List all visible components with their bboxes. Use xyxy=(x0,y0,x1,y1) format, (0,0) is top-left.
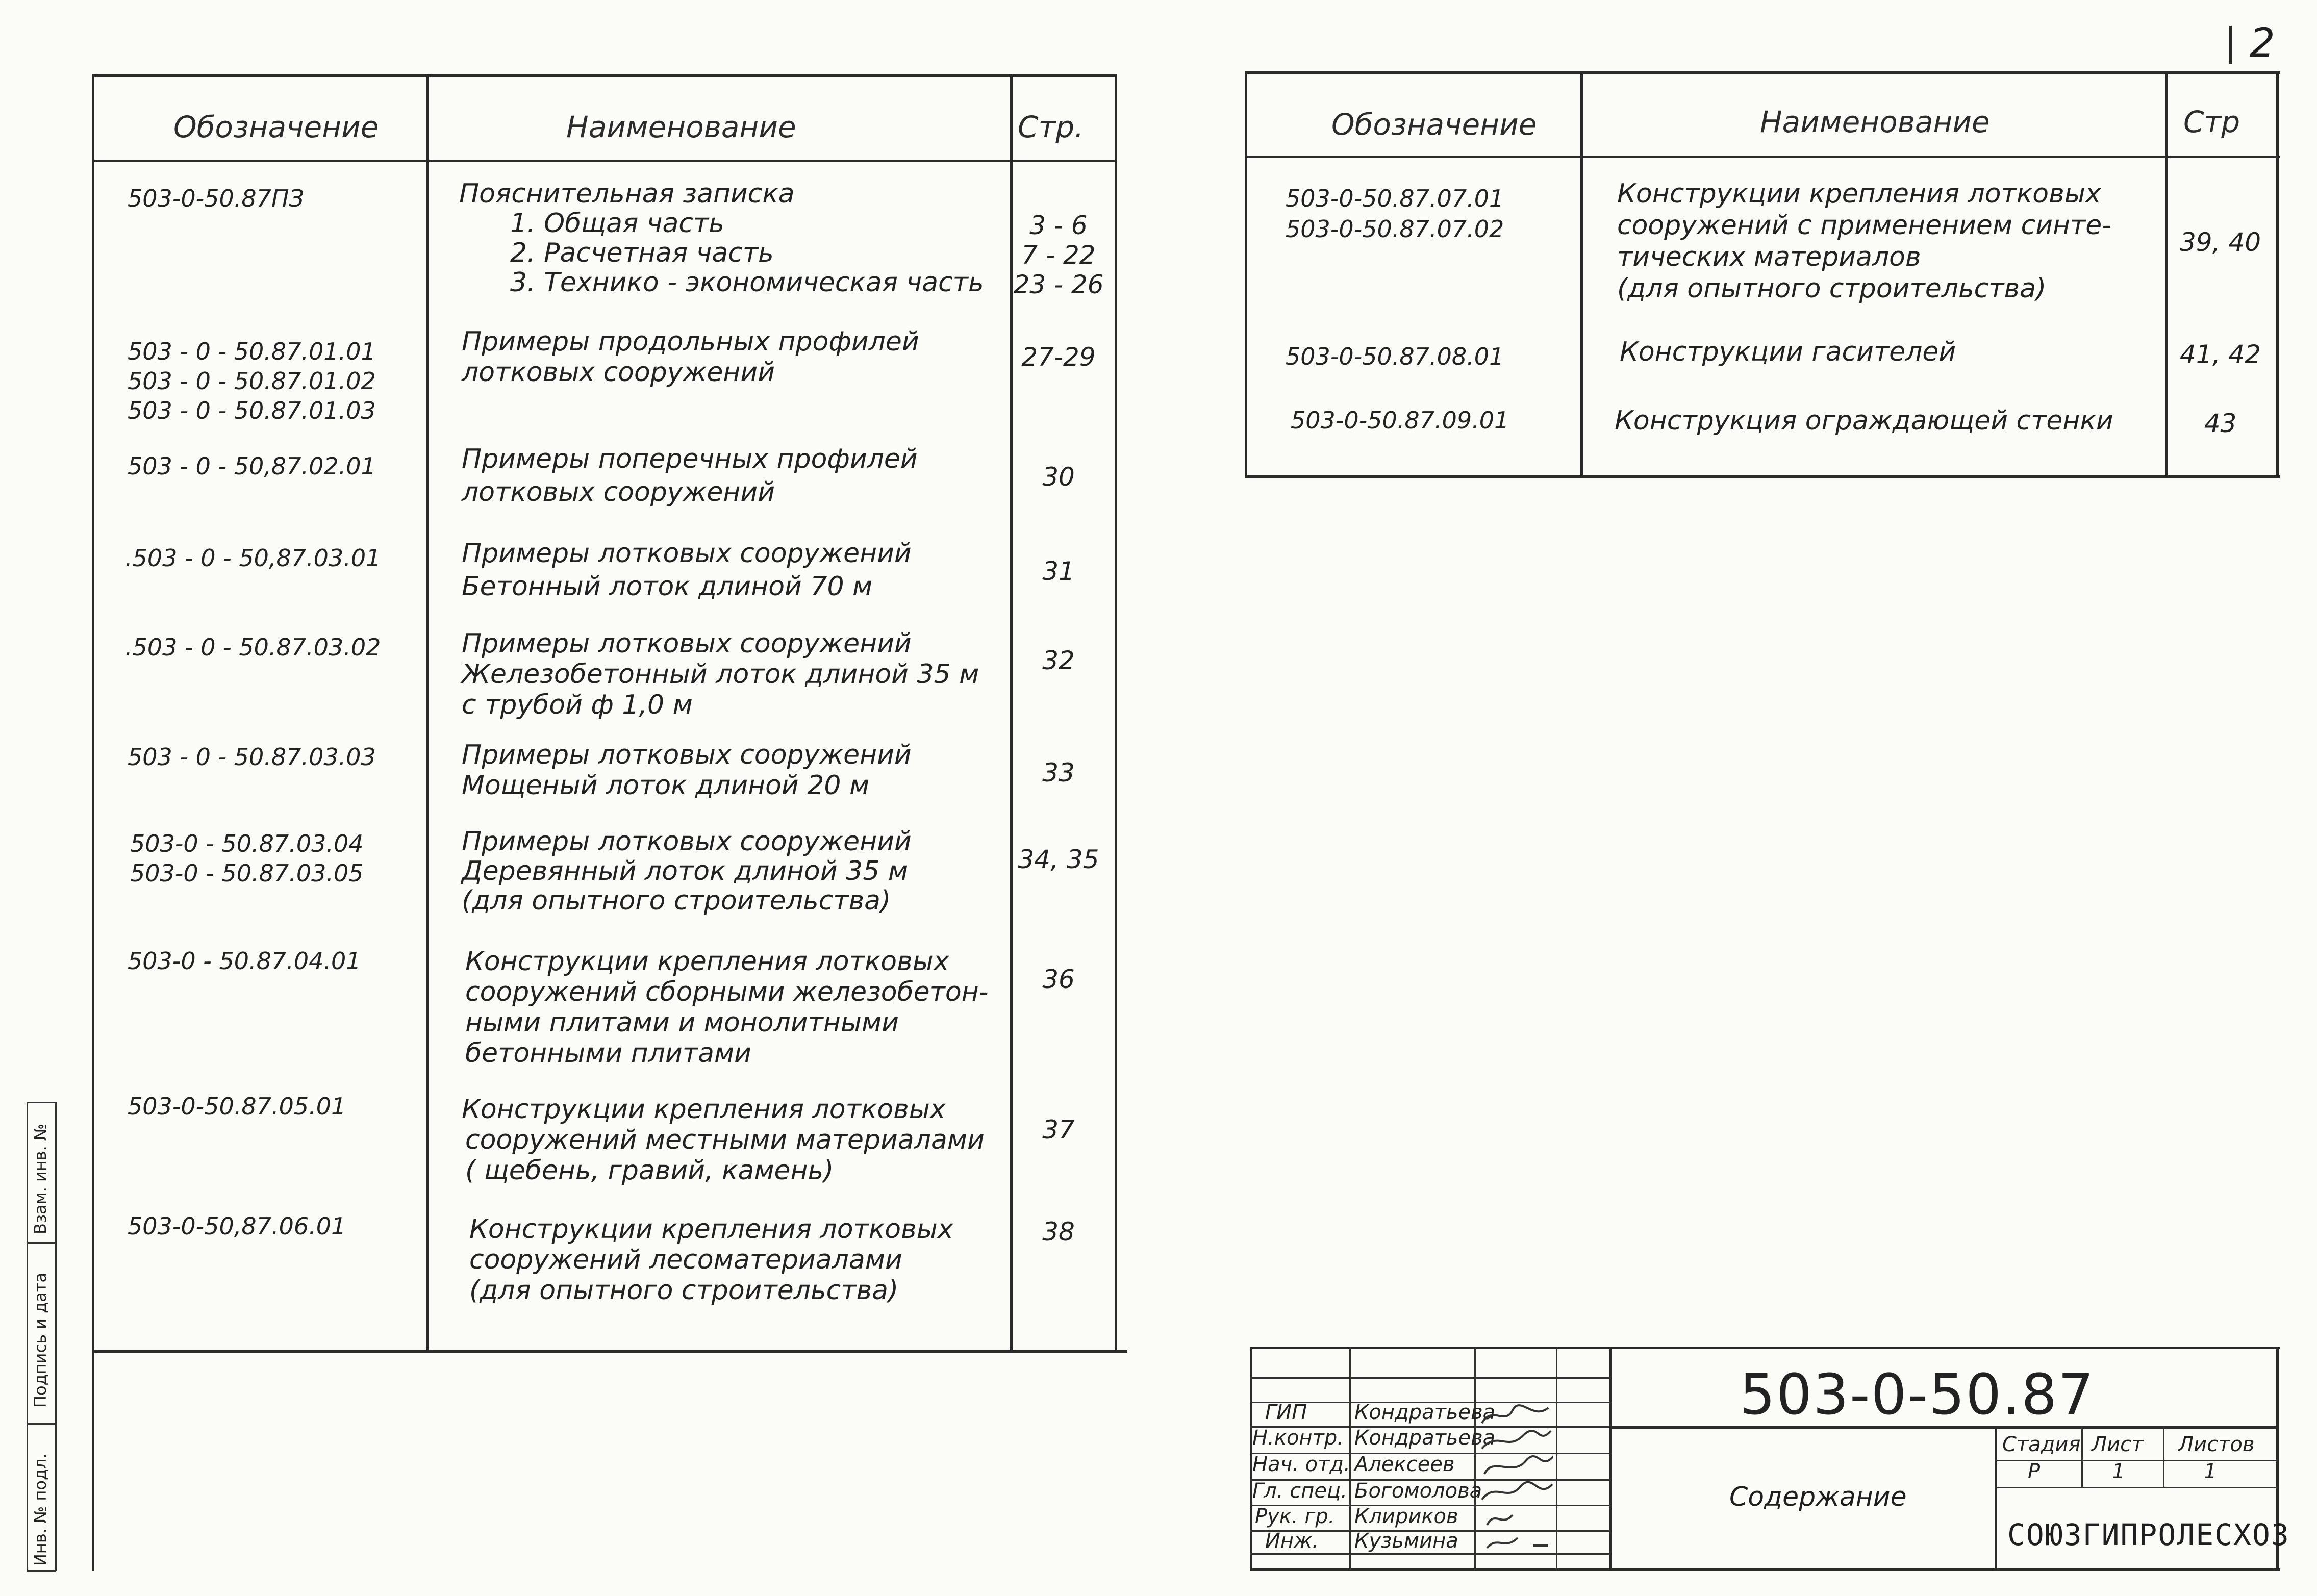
table-row-name: Примеры лотковых сооружений xyxy=(462,538,912,569)
table-row-code: 503 - 0 - 50.87.01.02 xyxy=(128,367,376,395)
table-row-page: 31 xyxy=(1042,556,1075,586)
table-row-code: 503-0-50.87.07.02 xyxy=(1286,215,1504,243)
table-row-name: Конструкции гасителей xyxy=(1620,337,1956,367)
right-header-designation: Обозначение xyxy=(1331,107,1537,142)
table-row-code: 503-0 - 50.87.03.05 xyxy=(130,859,364,887)
table-row-code: 503-0-50.87.05.01 xyxy=(128,1093,346,1120)
table-row-code: 503-0-50,87.06.01 xyxy=(128,1212,346,1240)
table-row-code: 503-0-50.87ПЗ xyxy=(128,185,305,212)
table-row-name: (для опытного строительства) xyxy=(469,1275,899,1306)
organization-name: СОЮЗГИПРОЛЕСХОЗ xyxy=(2007,1517,2290,1552)
table-row-name: Конструкция ограждающей стенки xyxy=(1615,406,2113,436)
person-name: Кондратьева xyxy=(1354,1426,1496,1450)
side-stamp-sign-date: Подпись и дата xyxy=(31,1272,50,1408)
role-label: Рук. гр. xyxy=(1255,1505,1335,1528)
table-row-name: Конструкции крепления лотковых xyxy=(465,946,949,977)
table-row-name: Примеры лотковых сооружений xyxy=(462,826,912,857)
table-row-page: 39, 40 xyxy=(2179,227,2261,257)
person-name: Кузьмина xyxy=(1354,1529,1458,1553)
role-label: Н.контр. xyxy=(1252,1426,1344,1450)
table-row-page: 33 xyxy=(1042,758,1075,788)
table-row-page: 7 - 22 xyxy=(1021,240,1096,270)
table-row-name: Примеры лотковых сооружений xyxy=(462,740,912,770)
table-row-name: 3. Технико - экономическая часть xyxy=(510,267,984,298)
table-row-page: 41, 42 xyxy=(2179,340,2261,369)
table-row-name: (для опытного строительства) xyxy=(462,885,891,916)
left-header-designation: Обозначение xyxy=(173,110,379,144)
table-row-name: Пояснительная записка xyxy=(459,179,795,209)
stage-value: Р xyxy=(2028,1460,2041,1483)
table-row-code: 503 - 0 - 50.87.01.01 xyxy=(128,338,376,365)
table-row-code: 503-0 - 50.87.03.04 xyxy=(130,830,364,857)
table-row-page: 27-29 xyxy=(1021,342,1096,372)
sheet-number: 2 xyxy=(2250,20,2275,66)
right-header-page: Стр xyxy=(2183,105,2240,139)
table-row-name: с трубой ф 1,0 м xyxy=(462,690,693,720)
table-row-name: бетонными плитами xyxy=(465,1038,751,1069)
table-row-name: 2. Расчетная часть xyxy=(510,238,774,268)
stage-header: Стадия xyxy=(2002,1433,2081,1456)
table-row-name: сооружений лесоматериалами xyxy=(469,1245,902,1275)
table-row-page: 32 xyxy=(1042,646,1075,675)
role-label: Гл. спец. xyxy=(1252,1479,1347,1503)
left-header-page: Стр. xyxy=(1018,110,1084,144)
table-row-code: 503-0-50.87.09.01 xyxy=(1291,407,1509,434)
person-name: Кондратьева xyxy=(1354,1401,1496,1424)
table-row-page: 3 - 6 xyxy=(1029,211,1088,240)
role-label: Инж. xyxy=(1265,1529,1319,1553)
table-row-code: 503 - 0 - 50.87.03.03 xyxy=(128,743,376,771)
role-label: Нач. отд. xyxy=(1252,1453,1350,1476)
table-row-name: Конструкции крепления лотковых xyxy=(469,1214,953,1245)
table-row-name: Конструкции крепления лотковых xyxy=(462,1094,946,1125)
project-code: 503-0-50.87 xyxy=(1740,1362,2095,1427)
table-row-name: Мощеный лоток длиной 20 м xyxy=(462,770,870,801)
table-row-page: 23 - 26 xyxy=(1013,270,1104,299)
right-header-name: Наименование xyxy=(1760,105,1990,139)
signatures-graphic xyxy=(1477,1400,1553,1553)
table-row-name: Конструкции крепления лотковых xyxy=(1617,179,2101,209)
sheets-value: 1 xyxy=(2204,1460,2217,1483)
sheets-header: Листов xyxy=(2178,1433,2255,1456)
table-row-code: 503 - 0 - 50,87.02.01 xyxy=(128,452,376,480)
table-row-name: тических материалов xyxy=(1617,242,1921,272)
person-name: Алексеев xyxy=(1354,1453,1455,1476)
table-row-name: 1. Общая часть xyxy=(510,208,724,239)
table-row-name: Железобетонный лоток длиной 35 м xyxy=(462,659,979,690)
table-row-code: .503 - 0 - 50,87.03.01 xyxy=(125,544,381,572)
side-stamp-inv-orig: Инв. № подл. xyxy=(31,1453,50,1566)
table-row-code: 503 - 0 - 50.87.01.03 xyxy=(128,397,376,424)
table-row-name: лотковых сооружений xyxy=(462,477,775,508)
table-row-name: (для опытного строительства) xyxy=(1617,273,2047,304)
table-row-page: 36 xyxy=(1042,965,1075,994)
table-row-name: Примеры лотковых сооружений xyxy=(462,628,912,659)
person-name: Клириков xyxy=(1354,1505,1458,1528)
side-stamp-inv-no: Взам. инв. № xyxy=(31,1123,50,1234)
left-header-name: Наименование xyxy=(566,110,796,144)
table-row-code: 503-0 - 50.87.04.01 xyxy=(128,947,361,975)
table-row-page: 43 xyxy=(2204,409,2237,438)
table-row-name: ными плитами и монолитными xyxy=(465,1007,899,1038)
table-row-page: 30 xyxy=(1042,462,1075,492)
table-row-name: Примеры продольных профилей xyxy=(462,326,919,357)
table-row-name: Деревянный лоток длиной 35 м xyxy=(462,856,909,886)
table-row-name: Примеры поперечных профилей xyxy=(462,444,918,474)
table-row-code: 503-0-50.87.08.01 xyxy=(1286,343,1504,370)
sheet-value: 1 xyxy=(2112,1460,2125,1483)
table-row-name: Бетонный лоток длиной 70 м xyxy=(462,571,873,602)
person-name: Богомолова xyxy=(1354,1479,1482,1503)
table-row-name: лотковых сооружений xyxy=(462,357,775,388)
sheet-header: Лист xyxy=(2092,1433,2144,1456)
table-row-page: 37 xyxy=(1042,1115,1075,1145)
table-row-name: сооружений сборными железобетон- xyxy=(465,977,989,1007)
table-row-page: 34, 35 xyxy=(1018,845,1099,874)
role-label: ГИП xyxy=(1265,1401,1307,1424)
sheet-title: Содержание xyxy=(1729,1482,1907,1512)
table-row-code: .503 - 0 - 50.87.03.02 xyxy=(125,634,381,661)
table-row-code: 503-0-50.87.07.01 xyxy=(1286,185,1504,212)
table-row-name: сооружений с применением синте- xyxy=(1617,210,2112,241)
table-row-name: ( щебень, гравий, камень) xyxy=(465,1155,834,1186)
table-row-name: сооружений местными материалами xyxy=(465,1125,985,1155)
table-row-page: 38 xyxy=(1042,1217,1075,1247)
